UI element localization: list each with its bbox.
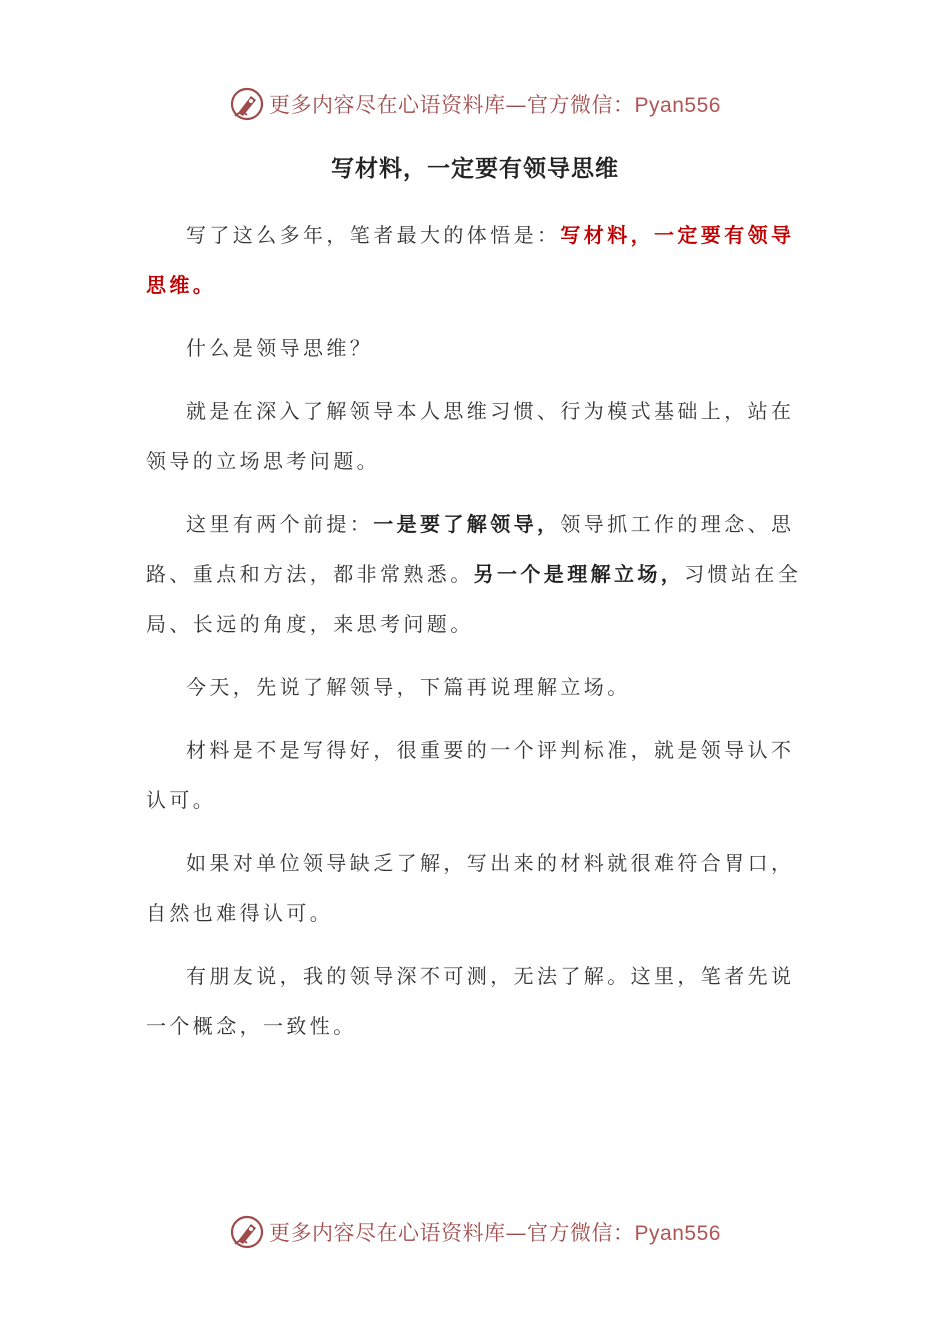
- document-title: 写材料，一定要有领导思维: [331, 155, 619, 182]
- banner-text: 更多内容尽在心语资料库—官方微信：Pyan556: [269, 1221, 721, 1245]
- paragraph-text: 有朋友说，我的领导深不可测，无法了解。这里，笔者先说一个概念，一致性。: [146, 964, 795, 1038]
- pen-nib-logo-icon: [229, 1214, 265, 1250]
- highlight-text: 写材料，一定要有领导思维。: [146, 223, 795, 297]
- paragraph-text: 什么是领导思维？: [186, 336, 374, 360]
- document-body: [146, 210, 808, 1064]
- paragraph-text: 材料是不是写得好，很重要的一个评判标准，就是领导认不认可。: [146, 738, 795, 812]
- paragraph: [146, 499, 808, 649]
- paragraph: [146, 323, 808, 373]
- paragraph: [146, 951, 808, 1051]
- paragraph: [146, 662, 808, 712]
- footer-banner: [0, 1210, 950, 1254]
- paragraph: [146, 386, 808, 486]
- header-banner: [0, 82, 950, 126]
- paragraph-text: 这里有两个前提：: [186, 512, 374, 536]
- banner-text: 更多内容尽在心语资料库—官方微信：Pyan556: [269, 93, 721, 117]
- pen-nib-logo-icon: [229, 86, 265, 122]
- paragraph-text: 就是在深入了解领导本人思维习惯、行为模式基础上，站在领导的立场思考问题。: [146, 399, 795, 473]
- wechat-id: Pyan556: [634, 94, 721, 117]
- bold-text: 一是要了解领导，: [373, 512, 561, 536]
- paragraph: [146, 725, 808, 825]
- paragraph-text: 习惯站在全局、长远的角度，来思考问题。: [146, 562, 802, 636]
- paragraph: [146, 210, 808, 310]
- paragraph-text: 如果对单位领导缺乏了解，写出来的材料就很难符合胃口，自然也难得认可。: [146, 851, 795, 925]
- paragraph-text: 今天，先说了解领导，下篇再说理解立场。: [186, 675, 631, 699]
- paragraph: [146, 838, 808, 938]
- bold-text: 另一个是理解立场，: [473, 562, 685, 586]
- wechat-id: Pyan556: [634, 1222, 721, 1245]
- paragraph-text: 写了这么多年，笔者最大的体悟是：: [186, 223, 561, 247]
- paragraph-text: 领导抓工作的理念、思路、重点和方法，都非常熟悉。: [146, 512, 795, 586]
